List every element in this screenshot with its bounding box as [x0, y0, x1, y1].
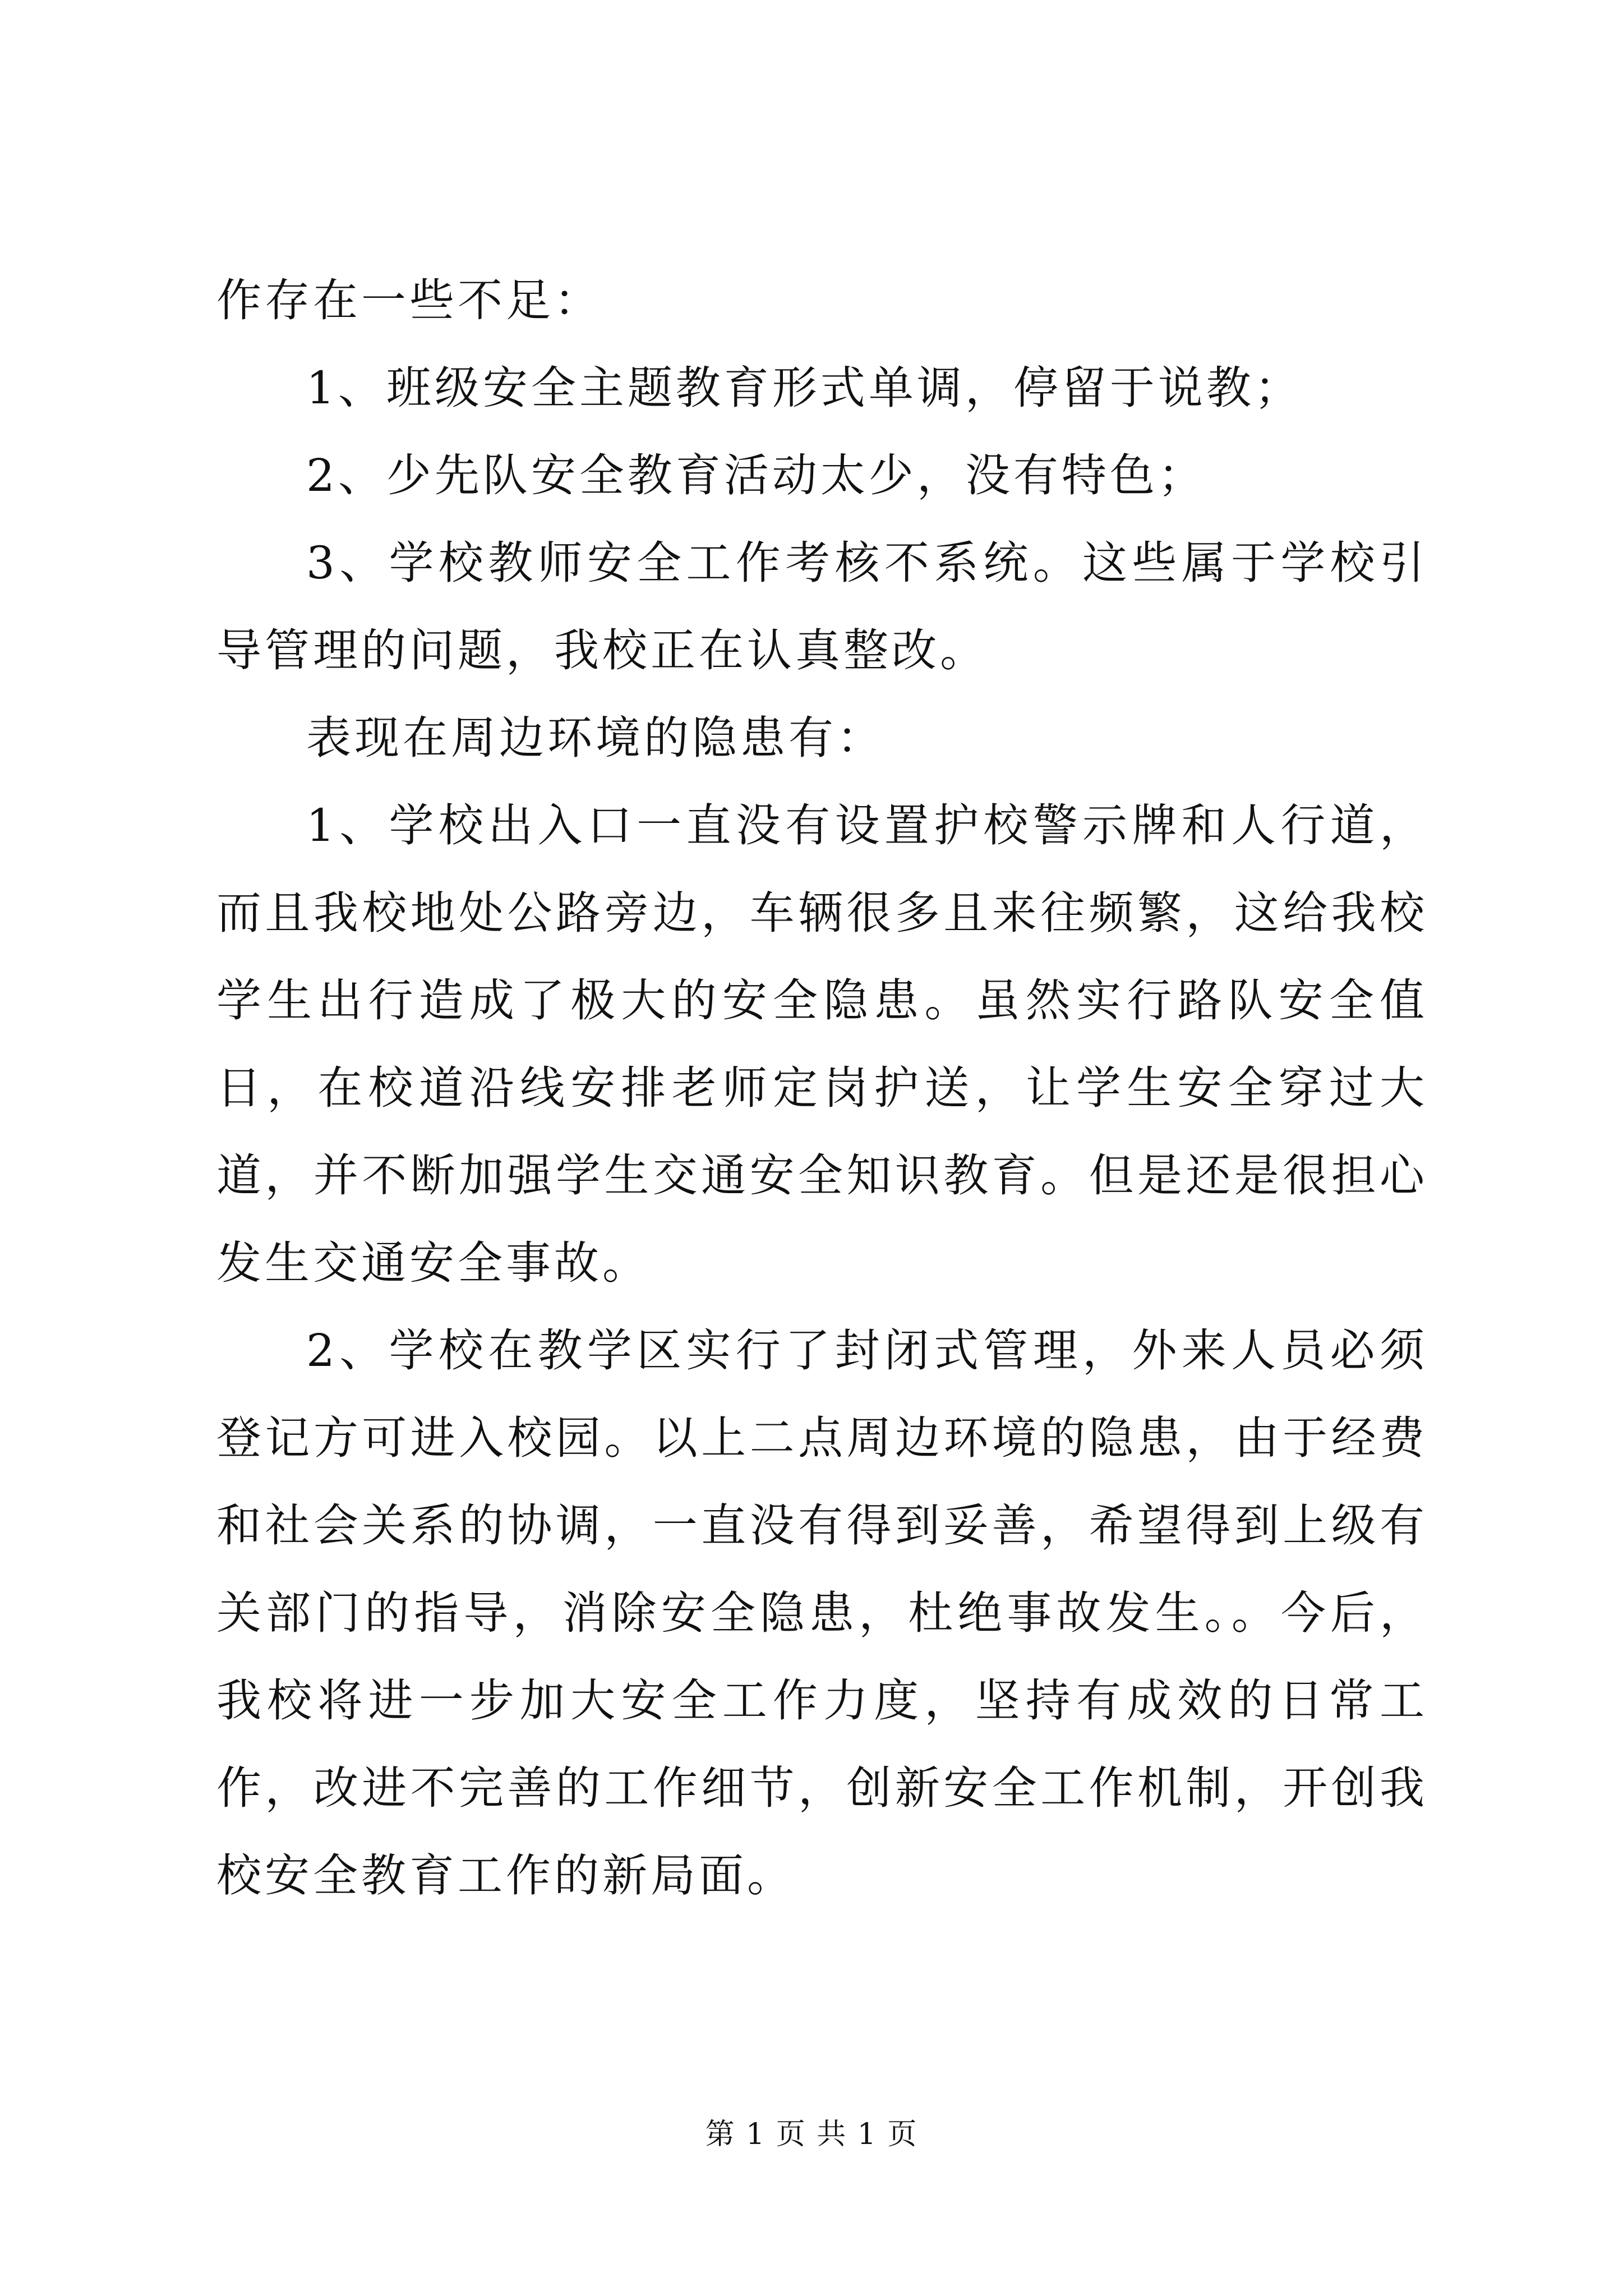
- paragraph-7: 2、学校在教学区实行了封闭式管理，外来人员必须登记方可进入校园。以上二点周边环境的隐患，由于经费和社会关系的协调，一直没有得到妥善，希望得到上级有关部门的指导，消除安全隐患，杜绝事故发生。。今后，我校将进一步加大安全工作力度，坚持有成效的日常工作，改进不完善的工作细节，创新安全工作机制，开创我校安全教育工作的新局面。: [216, 1324, 1428, 1902]
- document-body: [216, 257, 1428, 1920]
- page-footer: 第 1 页 共 1 页: [705, 2118, 918, 2151]
- paragraph-4: 3、学校教师安全工作考核不系统。这些属于学校引导管理的问题，我校正在认真整改。: [216, 537, 1428, 677]
- paragraph-5: 表现在周边环境的隐患有：: [306, 712, 885, 764]
- paragraph-1: 作存在一些不足：: [216, 274, 602, 326]
- paragraph-3: 2、少先队安全教育活动太少，没有特色；: [306, 449, 1206, 501]
- paragraph-6: 1、学校出入口一直没有设置护校警示牌和人行道，而且我校地处公路旁边，车辆很多且来往频繁，这给我校学生出行造成了极大的安全隐患。虽然实行路队安全值日，在校道沿线安排老师定岗护送，让学生安全穿过大道，并不断加强学生交通安全知识教育。但是还是很担心发生交通安全事故。: [216, 799, 1428, 1289]
- paragraph-2: 1、班级安全主题教育形式单调，停留于说教；: [306, 362, 1303, 414]
